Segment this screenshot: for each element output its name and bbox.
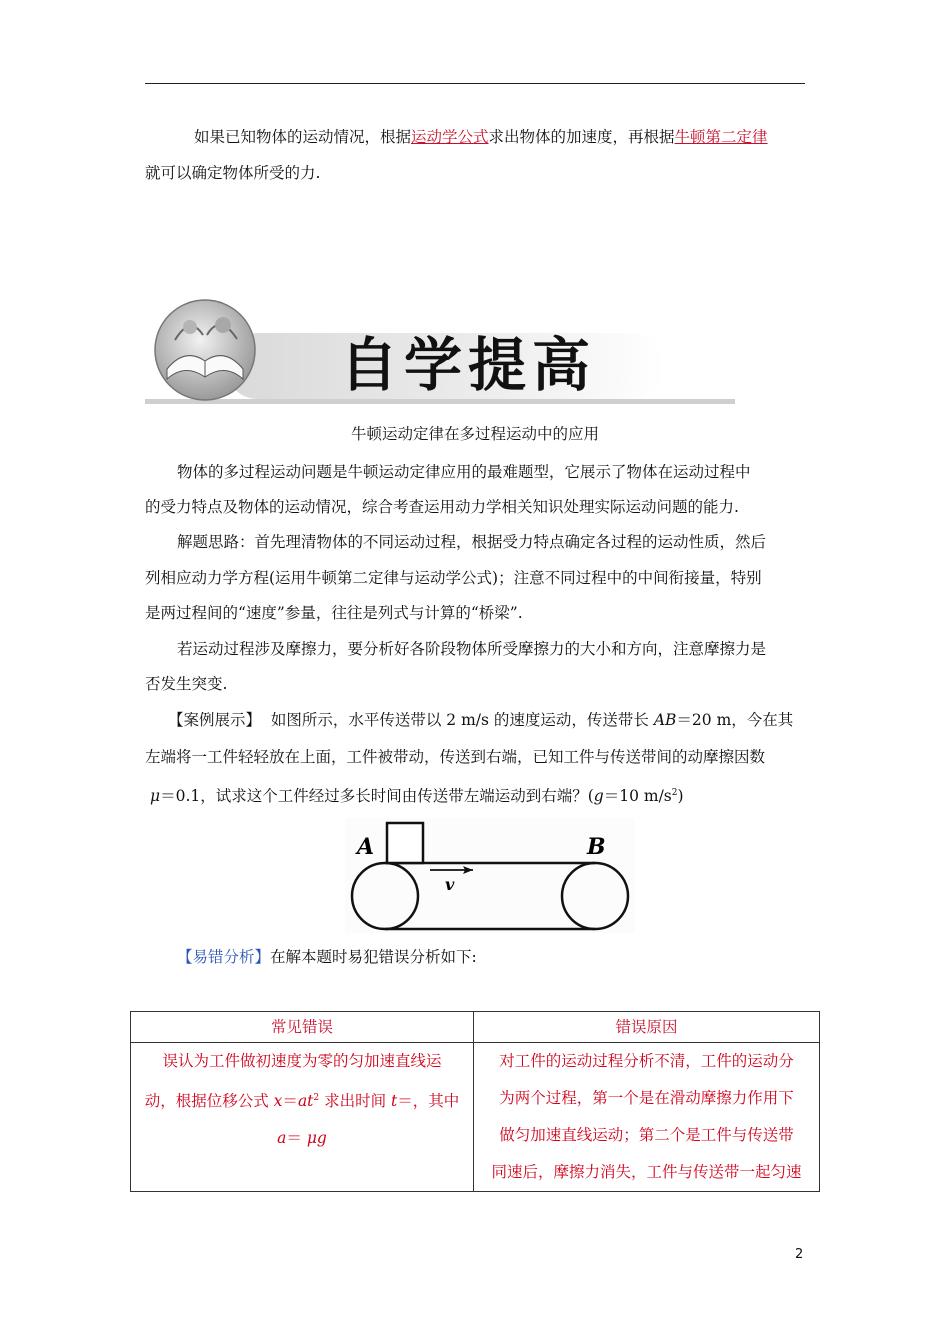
section-p2-line-1: 解题思路：首先理清物体的不同运动过程，根据受力特点确定各过程的运动性质，然后 [177, 533, 767, 551]
error-table [130, 1011, 820, 1192]
analysis-tag: 【易错分析】 [177, 948, 271, 966]
label-b: B [587, 834, 606, 860]
cell-common-error: 误认为工件做初速度为零的匀加速直线运 动，根据位移公式 $x=at^2$ 求出时间 t＝，其中 a＝ μg [131, 1043, 474, 1192]
header-common-errors: 常见错误 [131, 1012, 474, 1043]
analysis-line: 【易错分析】在解本题时易犯错误分析如下: [177, 948, 477, 966]
conveyor-figure [345, 818, 635, 933]
link-newton-second-law[interactable]: 牛顿第二定律 [674, 128, 768, 146]
label-v: v [445, 875, 455, 894]
section-p2-line-3: 是两过程间的“速度”参量，往往是列式与计算的“桥梁”. [145, 604, 523, 622]
example-line-2: 左端将一工件轻轻放在上面，工件被带动，传送到右端，已知工件与传送带间的动摩擦因数 [145, 748, 766, 766]
conveyor-diagram [345, 818, 635, 933]
header-error-causes: 错误原因 [474, 1012, 820, 1043]
section-p3-line-2: 否发生突变. [145, 675, 228, 693]
example-line-1: 【案例展示】 如图所示，水平传送带以 2 m/s 的速度运动，传送带长 AB＝20 m，今在其 [168, 711, 794, 729]
section-banner [145, 295, 735, 410]
header-rule [145, 83, 805, 84]
section-p2-line-2: 列相应动力学方程(运用牛顿第二定律与运动学公式)；注意不同过程中的中间衔接量，特别 [145, 569, 762, 587]
banner-title: 自学提高 [340, 331, 597, 399]
intro-line-2: 就可以确定物体所受的力. [145, 164, 321, 182]
cell-error-cause: 对工件的运动过程分析不清，工件的运动分 为两个过程，第一个是在滑动摩擦力作用下 做匀加速直线运动；第二个是工件与传送带 同速后，摩擦力消失，工件与传送带一起匀速 [474, 1043, 820, 1192]
section-p1-line-2: 的受力特点及物体的运动情况，综合考查运用动力学相关知识处理实际运动问题的能力. [145, 498, 739, 516]
label-a: A [357, 834, 375, 860]
example-line-3: μ＝0.1，试求这个工件经过多长时间由传送带左端运动到右端？(g＝10 $m/s^2$) [150, 787, 684, 806]
table-header-row [131, 1012, 820, 1043]
page-number: 2 [795, 1247, 804, 1262]
book-icon [155, 300, 255, 400]
workpiece-block [387, 823, 423, 863]
link-kinematics-formula[interactable]: 运动学公式 [411, 128, 489, 146]
section-p1-line-1: 物体的多过程运动问题是牛顿运动定律应用的最难题型，它展示了物体在运动过程中 [177, 463, 751, 481]
section-title: 牛顿运动定律在多过程运动中的应用 [350, 425, 599, 443]
section-p3-line-1: 若运动过程涉及摩擦力，要分析好各阶段物体所受摩擦力的大小和方向，注意摩擦力是 [177, 640, 767, 658]
table-row [131, 1043, 820, 1192]
intro-line-1: 如果已知物体的运动情况，根据运动学公式求出物体的加速度，再根据牛顿第二定律 [194, 128, 768, 146]
example-tag: 【案例展示】 [168, 711, 262, 729]
